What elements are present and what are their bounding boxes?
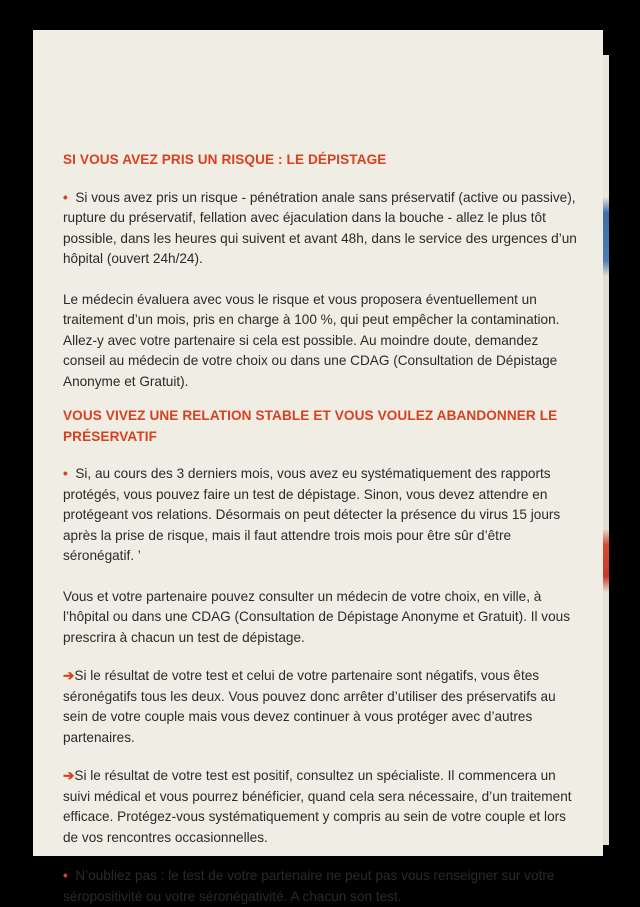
arrow-right-icon: ➔ (63, 668, 75, 683)
paragraph-positive (63, 766, 578, 848)
next-page-edge (603, 55, 609, 845)
bullet-icon: • (63, 189, 68, 205)
paragraph-text: Si, au cours des 3 derniers mois, vous avez eu systématiquement des rapports protégés, vous pouvez faire un test de dépistage. Sinon, vous devez attendre en protégeant vos relations. Désormais on peut détecter la présence du virus 15 jours après la prise de risque, mais il faut attendre trois mois pour être sûr d’être séronégatif. ’ (63, 466, 561, 563)
heading-stable-relationship: VOUS VIVEZ UNE RELATION STABLE ET VOUS VOULEZ ABANDONNER LE PRÉSERVATIF (63, 408, 558, 444)
paragraph-reminder (63, 866, 578, 907)
paragraph-text: Si vous avez pris un risque - pénétration anale sans préservatif (active ou passive), rupture du préservatif, fellation avec éjaculation dans la bouche - allez le plus tôt possible, dans les heures qui suivent et avant 48h, dans le service des urgences d’un hôpital (ouvert 24h/24). (63, 189, 577, 266)
paragraph-three-months (63, 464, 578, 567)
bullet-icon: • (63, 868, 68, 883)
bullet-icon: • (63, 466, 68, 481)
paragraph-text: Si le résultat de votre test et celui de votre partenaire sont négatifs, vous êtes séronégatifs tous les deux. Vous pouvez donc arrêter d’utiliser des préservatifs au sein de votre couple mais vous devez continuer à vous protéger avec d’autres partenaires. (63, 668, 556, 745)
arrow-right-icon: ➔ (63, 768, 75, 783)
page-content (63, 150, 578, 907)
paragraph-doctor: Le médecin évaluera avec vous le risque et vous proposera éventuellement un traitement d’un mois, pris en charge à 100 %, qui peut empêcher la contamination. Allez-y avec votre partenaire si cela est possible. Au moindre doute, demandez conseil au médecin de votre choix ou dans une CDAG (Consultation de Dépistage Anonyme et Gratuit). (63, 291, 560, 389)
paragraph-negative (63, 666, 578, 748)
paragraph-consult: Vous et votre partenaire pouvez consulter un médecin de votre choix, en ville, à l’hôpital ou dans une CDAG (Consultation de Dépistage Anonyme et Gratuit). Il vous prescrira à chacun un test de dépistage. (63, 588, 571, 645)
paragraph-text: N’oubliez pas : le test de votre partenaire ne peut pas vous renseigner sur votre séropositivité ou votre séronégativité. A chacun son test. (63, 868, 555, 904)
paragraph-text: Si le résultat de votre test est positif, consultez un spécialiste. Il commencera un suivi médical et vous pourrez bénéficier, quand cela sera nécessaire, d’un traitement efficace. Protégez-vous systématiquement y compris au sein de votre couple et lors de vos rencontres occasionnelles. (63, 768, 572, 845)
heading-risk-screening: SI VOUS AVEZ PRIS UN RISQUE : LE DÉPISTAGE (63, 152, 387, 167)
paragraph-risk (63, 188, 578, 270)
